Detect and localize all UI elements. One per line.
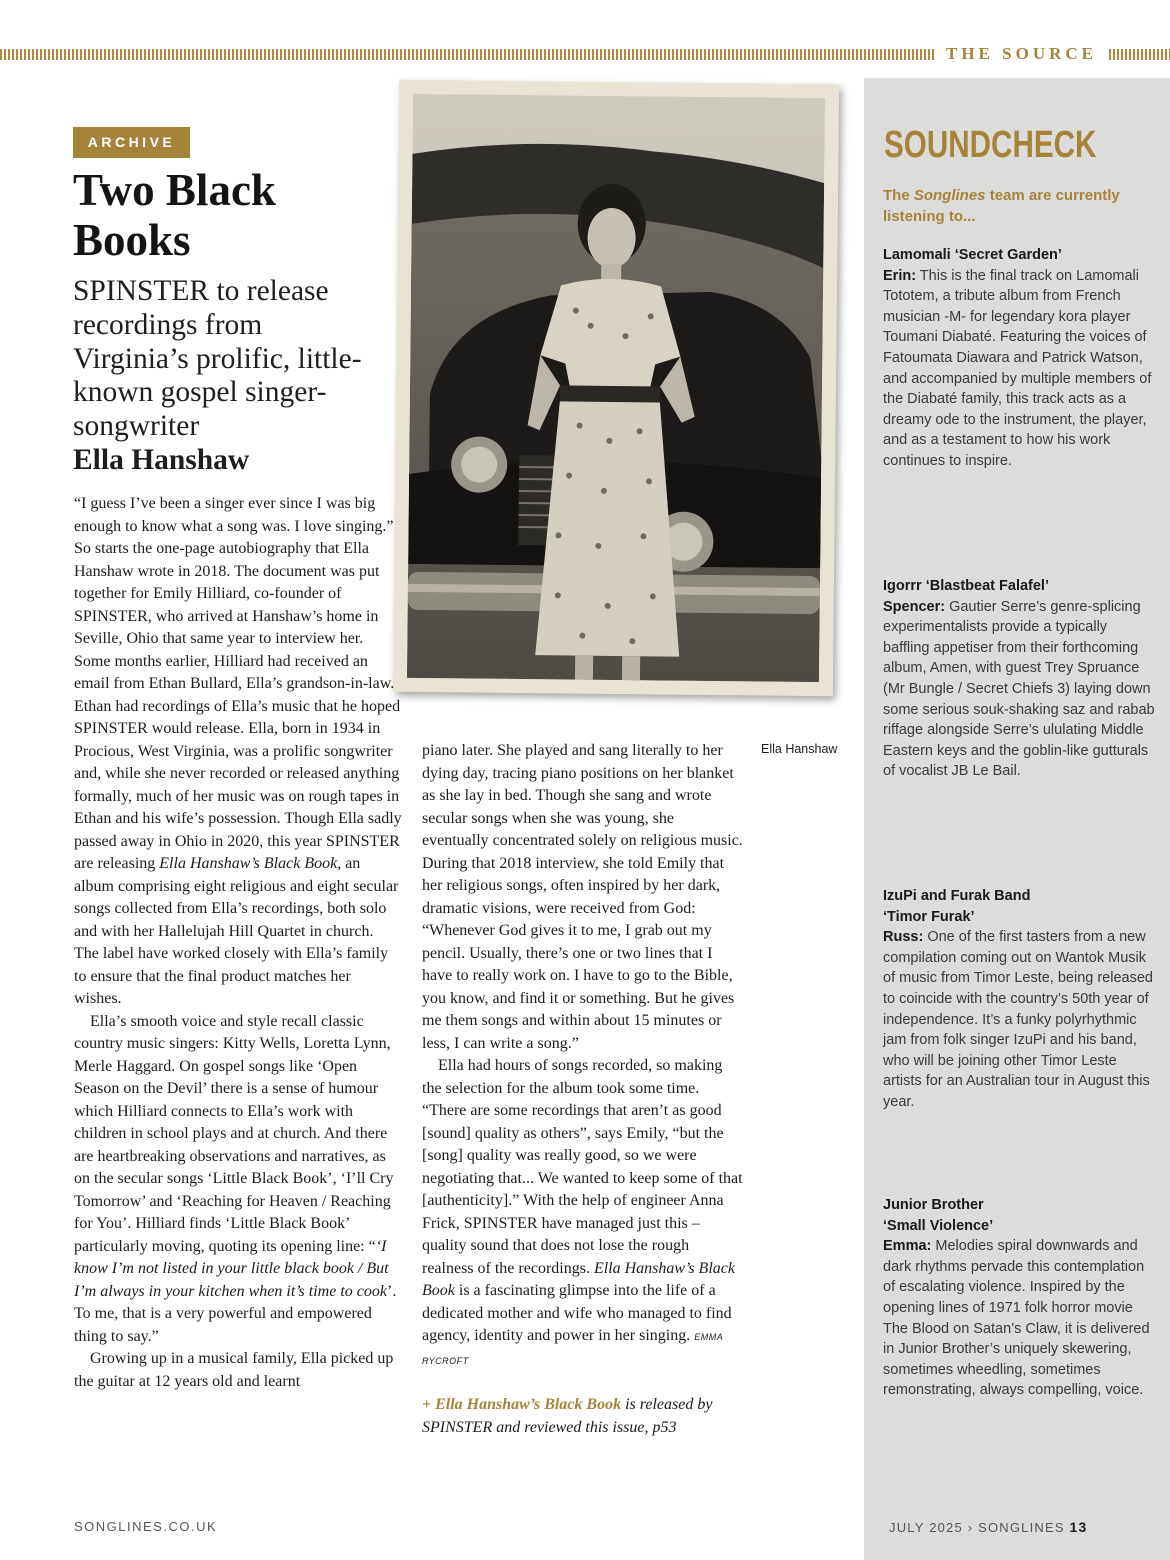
entry-text: This is the final track on Lamomali Tototem, a tribute album from French musician -M- for legendary kora player Toumani Diabaté. Featuring the voices of Fatoumata Diawara and Patrick Watson, and accompanied by multiple members of the Diabaté family, this track acts as a dreamy ode to the instrument, the player, and as a testament to how his work continues to inspire. — [883, 267, 1152, 469]
paragraph: piano later. She played and sang literally to her dying day, tracing piano positions on her blanket as she lay in bed. Though she sang and wrote secular songs when she was young, she eventually concentrated solely on religious music. During that 2018 interview, she told Emily that her religious songs, often inspired by her dark, dramatic visions, were received from God: “Whenever God gives it to me, I grab out my pencil. Usually, there’s one or two lines that I have to really work on. I have to go to the Bible, you know, and find it or something. But he gives me them songs and within about 15 minutes or less, I can write a song.” — [422, 742, 743, 1052]
paragraph: Ella had hours of songs recorded, so making the selection for the album took some time. “There are some recordings that aren’t as good [sound] quality as others”, says Emily, “but the [song] quality was really good, so we were negotiating that... We wanted to keep some of that [authenticity].” With the help of engineer Anna Frick, SPINSTER have managed just this – quality sound that does not lose the rough realness of the recordings. Ella Hanshaw’s Black Book is a fascinating glimpse into the life of a dedicated mother and wife who managed to find agency, identity and power in her singing. EMMA RYCROFT — [422, 1057, 743, 1366]
paragraph: Growing up in a musical family, Ella picked up the guitar at 12 years old and learnt — [74, 1350, 394, 1390]
sidebar-entry — [883, 576, 1155, 782]
sidebar-title: SOUNDCHECK — [884, 124, 1097, 166]
footer-site: SONGLINES.CO.UK — [74, 1519, 218, 1534]
entry-title: Igorrr ‘Blastbeat Falafel’ — [883, 578, 1049, 594]
entry-text: Gautier Serre’s genre-splicing experimentalists provide a typically baffling appetiser from their forthcoming album, Amen, with guest Trey Spruance (Mr Bungle / Secret Chiefs 3) laying down some serious souk-shaking saz and rabab riffage alongside Serre’s ululating Middle Eastern keys and the goblin-like gutturals of vocalist JB Le Bail. — [883, 598, 1155, 780]
paragraph: “I guess I’ve been a singer ever since I was big enough to know what a song was. I love singing.” So starts the one-page autobiography that Ella Hanshaw wrote in 2018. The document was put together for Emily Hilliard, co-founder of SPINSTER, who arrived at Hanshaw’s home in Seville, Ohio that same year to interview her. Some months earlier, Hilliard had received an email from Ethan Bullard, Ella’s grandson-in-law. Ethan had recordings of Ella’s music that he hoped SPINSTER would release. Ella, born in 1934 in Procious, West Virginia, was a prolific songwriter and, while she never recorded or released anything formally, much of her music was on rough tapes in Ethan and his wife’s possession. Though Ella sadly passed away in Ohio in 2020, this year SPINSTER are releasing Ella Hanshaw’s Black Book, an album comprising eight religious and eight secular songs collected from Ella’s recordings, both solo and with her Hallelujah Hill Quartet in church. The label have worked closely with Ella’s family to ensure that the final product matches her wishes. — [74, 495, 402, 1007]
byline: EMMA RYCROFT — [422, 1332, 723, 1366]
lyric-quote: ‘I know I’m not listed in your little black book / But I’m always in your kitchen when it’s time to cook — [74, 1237, 389, 1300]
entry-text: Melodies spiral downwards and dark rhythms pervade this contemplation of escalating violence. Inspired by the opening lines of 1971 folk horror movie The Blood on Satan’s Claw, it is delivered in Junior Brother’s uniquely skewering, sometimes wheedling, sometimes remonstrating, always compelling, voice. — [883, 1238, 1150, 1399]
sidebar-entry — [883, 1195, 1155, 1401]
sidebar-intro: The Songlines team are currently listening to... — [883, 187, 1120, 225]
footer-issue: JULY 2025 › SONGLINES 13 — [889, 1519, 1088, 1535]
article-column-1 — [74, 493, 402, 1393]
soundcheck-sidebar — [864, 78, 1170, 1560]
sidebar-entry — [883, 886, 1155, 1113]
entry-title: Junior Brother ‘Small Violence’ — [883, 1197, 994, 1234]
paragraph: Ella’s smooth voice and style recall classic country music singers: Kitty Wells, Loretta Lynn, Merle Haggard. On gospel songs like ‘Open Season on the Devil’ there is a sense of humour which Hilliard connects to Ella’s work with children in school plays and at church. And there are heartbreaking observations and narratives, as on the secular songs ‘Little Black Book’, ‘I’ll Cry Tomorrow’ and ‘Reaching for Heaven / Reaching for You’. Hilliard finds ‘Little Black Book’ particularly moving, quoting its opening line: “‘I know I’m not listed in your little black book / But I’m always in your kitchen when it’s time to cook’. To me, that is a very powerful and empowered thing to say.” — [74, 1012, 397, 1345]
ella-hanshaw-photo — [393, 80, 839, 697]
archive-badge: ARCHIVE — [73, 127, 190, 158]
article-column-2 — [422, 740, 744, 1439]
article-standfirst: SPINSTER to release recordings from Virginia’s prolific, little-known gospel singer-songwriter Ella Hanshaw — [73, 275, 383, 478]
sidebar-entry — [883, 245, 1155, 472]
entry-reviewer: Emma: — [883, 1238, 932, 1255]
article-headline: Two Black Books — [73, 165, 276, 265]
header-rule-left — [0, 49, 934, 60]
entry-title: Lamomali ‘Secret Garden’ — [883, 247, 1062, 263]
album-title: Ella Hanshaw’s Black Book — [422, 1259, 735, 1299]
photo-caption: Ella Hanshaw — [761, 742, 838, 756]
entry-title: IzuPi and Furak Band ‘Timor Furak’ — [883, 888, 1031, 925]
vintage-photo-illustration — [407, 94, 825, 682]
review-pointer: + Ella Hanshaw’s Black Book is released by SPINSTER and reviewed this issue, p53 — [422, 1396, 713, 1436]
section-title: THE SOURCE — [946, 44, 1097, 63]
entry-reviewer: Russ: — [883, 929, 924, 946]
page-number: 13 — [1069, 1519, 1088, 1535]
entry-reviewer: Erin: — [883, 267, 917, 284]
entry-text: One of the first tasters from a new compilation coming out on Wantok Musik of music from Timor Leste, being released to coincide with the country’s 50th year of independence. It’s a funky polyrhythmic jam from folk singer IzuPi and his band, who will be joining other Timor Leste artists for an Australian tour in August this year. — [883, 929, 1153, 1110]
standfirst-name: Ella Hanshaw — [73, 443, 250, 476]
album-title: Ella Hanshaw’s Black Book — [159, 855, 338, 872]
header-rule-right — [1109, 49, 1170, 60]
entry-reviewer: Spencer: — [883, 598, 946, 615]
